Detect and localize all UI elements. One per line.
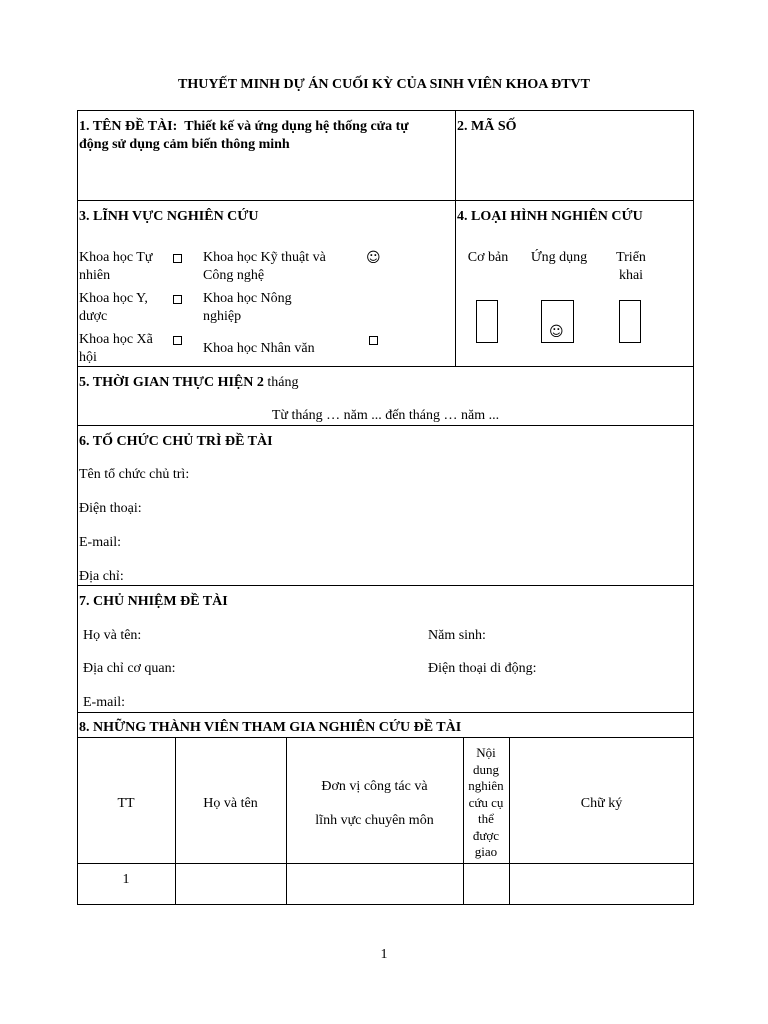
divider-sec8 (77, 712, 694, 713)
duration-label: 5. THỜI GIAN THỰC HIỆN (79, 375, 254, 390)
divider-vertical (455, 110, 456, 366)
leader-email-field: E-mail: (83, 695, 125, 710)
table-row (77, 871, 175, 889)
divider-sec7 (77, 585, 694, 586)
duration-range: Từ tháng … năm ... đến tháng … năm ... (271, 408, 500, 423)
host-org-label: 6. TỐ CHỨC CHỦ TRÌ ĐỀ TÀI (79, 434, 273, 449)
topic-value-line2: động sử dụng cảm biến thông minh (79, 137, 290, 153)
smiley-icon: ☺ (549, 324, 564, 340)
type-basic-label: Cơ bản (467, 250, 509, 265)
type-basic-box[interactable] (476, 300, 498, 343)
col-divider (175, 737, 176, 905)
topic-value-line1: Thiết kế và ứng dụng hệ thống cửa tự (184, 119, 409, 134)
type-applied-label: Ứng dụng (530, 250, 588, 265)
leader-birth-field: Năm sinh: (428, 628, 486, 643)
field-item-medicine[interactable]: Khoa học Y, dược (79, 291, 148, 325)
divider-sec5 (77, 366, 694, 367)
members-table-header-divider (77, 863, 694, 864)
field-item-agriculture[interactable]: Khoa học Nông nghiệp (203, 291, 292, 325)
col-header-tt: TT (117, 796, 135, 811)
members-label: 8. NHỮNG THÀNH VIÊN THAM GIA NGHIÊN CỨU ĐỀ TÀI (79, 720, 462, 735)
field-item-social-science[interactable]: Khoa học Xã hội (79, 332, 153, 366)
type-deployment-box[interactable] (619, 300, 641, 343)
leader-label: 7. CHỦ NHIỆM ĐỀ TÀI (79, 594, 228, 609)
host-org-name-field: Tên tổ chức chủ trì: (79, 467, 190, 482)
checkbox-icon[interactable] (173, 254, 182, 263)
field-item-humanities[interactable]: Khoa học Nhân văn (203, 341, 315, 356)
host-org-address-field: Địa chỉ: (79, 569, 124, 584)
row-tt: 1 (122, 872, 130, 887)
col-header-sign: Chữ ký (580, 796, 623, 811)
section-topic (79, 118, 451, 154)
topic-label: 1. TÊN ĐỀ TÀI: (79, 119, 178, 134)
code-label: 2. MÃ SỐ (457, 119, 517, 134)
col-header-unit: Đơn vị công tác và lĩnh vực chuyên môn (315, 779, 434, 829)
col-header-content: Nội dung nghiên cứu cụ thể được giao (468, 745, 504, 859)
research-type-label: 4. LOẠI HÌNH NGHIÊN CỨU (457, 209, 643, 224)
smiley-icon[interactable]: ☺ (366, 250, 381, 266)
divider-sec3 (77, 200, 694, 201)
host-org-phone-field: Điện thoại: (79, 501, 142, 516)
field-label: 3. LĨNH VỰC NGHIÊN CỨU (79, 209, 259, 224)
checkbox-icon[interactable] (173, 295, 182, 304)
document-title: THUYẾT MINH DỰ ÁN CUỐI KỲ CỦA SINH VIÊN KHOA ĐTVT (177, 77, 590, 92)
field-item-engineering[interactable]: Khoa học Kỹ thuật và Công nghệ (203, 250, 326, 284)
checkbox-icon[interactable] (369, 336, 378, 345)
duration-value: 2 (256, 375, 264, 390)
field-item-natural-science[interactable]: Khoa học Tự nhiên (79, 250, 153, 284)
checkbox-icon[interactable] (173, 336, 182, 345)
leader-mobile-field: Điện thoại di động: (428, 661, 537, 676)
col-header-name: Họ và tên (203, 796, 258, 811)
duration-unit: tháng (267, 375, 299, 390)
page-number: 1 (380, 947, 388, 962)
leader-office-field: Địa chỉ cơ quan: (83, 661, 176, 676)
host-org-email-field: E-mail: (79, 535, 121, 550)
type-deployment-label: Triển khai (616, 250, 646, 284)
col-divider (509, 737, 510, 905)
section-duration (79, 374, 299, 392)
leader-name-field: Họ và tên: (83, 628, 142, 643)
